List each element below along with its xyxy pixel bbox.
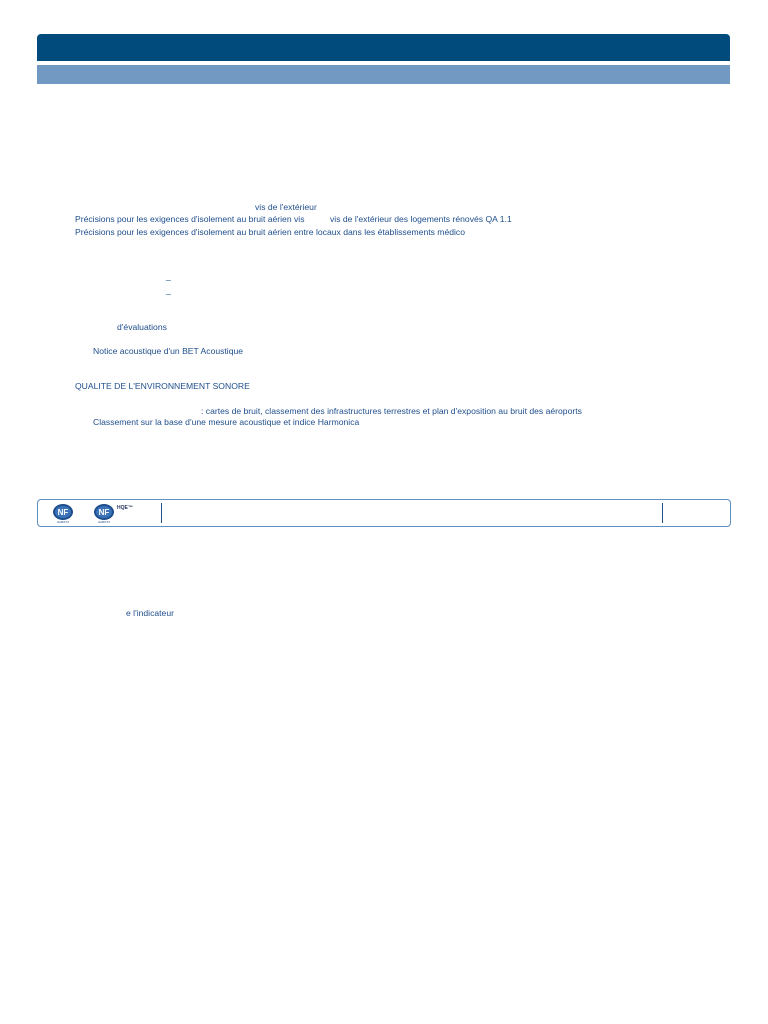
link-dash-2[interactable]: _ <box>166 285 171 295</box>
nf-logo-sub: HABITAT <box>56 520 70 524</box>
text-indicateur: e l'indicateur <box>126 608 174 618</box>
text-line-exterior: vis de l'extérieur <box>255 202 317 212</box>
text-evaluations: d'évaluations <box>117 322 167 332</box>
footer-bar <box>37 499 731 527</box>
link-classement-harmonica[interactable]: Classement sur la base d'une mesure acoustique et indice Harmonica <box>93 417 360 427</box>
section-heading-environnement-sonore: QUALITE DE L'ENVIRONNEMENT SONORE <box>75 381 250 391</box>
link-notice-acoustique[interactable]: Notice acoustique d'un BET Acoustique <box>93 346 244 356</box>
link-cartes-de-bruit[interactable]: : cartes de bruit, classement des infrastructures terrestres et plan d'exposition au bruit des aéroports <box>201 406 582 416</box>
nf-habitat-hqe-logo <box>92 503 116 524</box>
nf-logo-text: NF <box>57 508 69 517</box>
link-isolement-medico[interactable]: Précisions pour les exigences d'isolement au bruit aérien entre locaux dans les établissements médico <box>75 227 466 237</box>
subheader-bar <box>37 65 730 84</box>
link-isolement-renoves[interactable]: vis de l'extérieur des logements rénovés QA 1.1 <box>330 214 512 224</box>
nf-hqe-logo-text: NF <box>98 508 110 517</box>
link-dash-1[interactable]: _ <box>166 271 171 281</box>
header-bar <box>37 34 730 61</box>
hqe-mark: HQE™ <box>117 505 133 511</box>
footer-divider-right <box>662 503 663 523</box>
nf-habitat-logo <box>51 503 75 524</box>
footer-divider-left <box>161 503 162 523</box>
nf-hqe-logo-sub: HABITAT <box>97 520 111 524</box>
link-isolement-exterieur[interactable]: Précisions pour les exigences d'isolement au bruit aérien vis <box>75 214 305 224</box>
